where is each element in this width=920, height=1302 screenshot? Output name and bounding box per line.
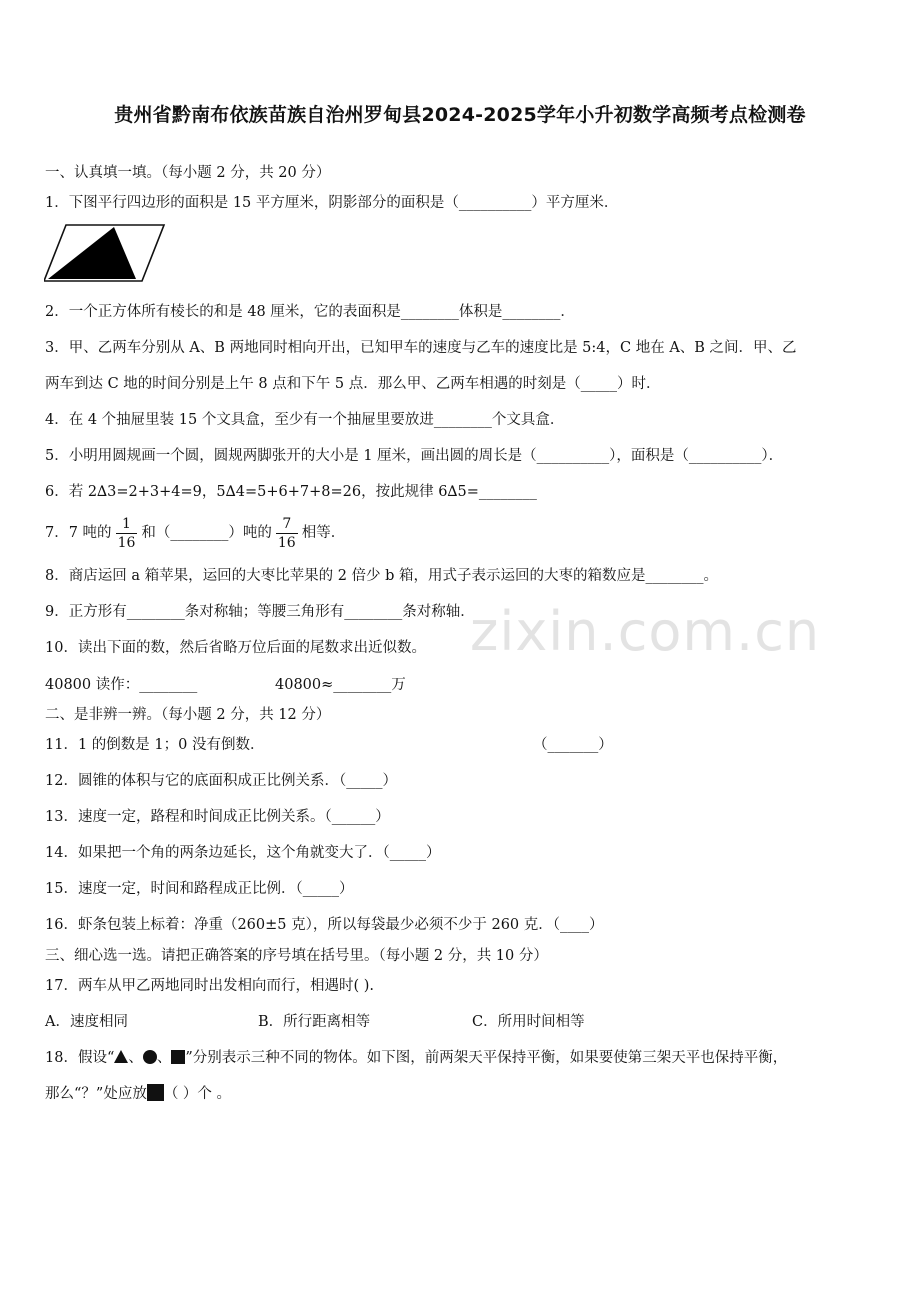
question-18-line-1: [45, 1048, 787, 1068]
question-10-approximation: 40800≈________万: [275, 677, 406, 693]
question-18-text-2: ”分别表示三种不同的物体。如下图，前两架天平保持平衡，如果要使第三架天平也保持平衡，: [185, 1050, 788, 1066]
question-18-line-2: [45, 1084, 231, 1104]
question-1: 1．下图平行四边形的面积是 15 平方厘米，阴影部分的面积是（__________）平方厘米．: [45, 195, 619, 211]
fraction-1-16: [116, 515, 138, 552]
question-13: 13．速度一定，路程和时间成正比例关系。（______）: [45, 809, 390, 825]
fraction-numerator: 1: [116, 515, 138, 534]
option-c: C．所用时间相等: [472, 1014, 585, 1030]
question-18-text-3: 那么“？”处应放: [45, 1086, 147, 1102]
square-icon: [171, 1050, 185, 1064]
shaded-triangle: [48, 227, 136, 279]
question-4: 4．在 4 个抽屉里装 15 个文具盒，至少有一个抽屉里要放进________个文具盒．: [45, 412, 565, 428]
option-b: B．所行距离相等: [258, 1014, 371, 1030]
question-7-part-2: 和（________）吨的: [141, 525, 272, 541]
question-8: 8．商店运回 a 箱苹果，运回的大枣比苹果的 2 倍少 b 箱，用式子表示运回的大枣的箱数应是________。: [45, 568, 719, 584]
fraction-denominator: 16: [277, 534, 296, 551]
fraction-denominator: 16: [117, 534, 136, 551]
question-6: 6．若 2∆3=2+3+4=9，5∆4=5+6+7+8=26，按此规律 6∆5=________: [45, 484, 537, 500]
question-2: 2．一个正方体所有棱长的和是 48 厘米，它的表面积是________体积是________．: [45, 304, 575, 320]
option-a: A．速度相同: [45, 1014, 128, 1030]
fraction-numerator: 7: [276, 515, 298, 534]
question-11: 11．1 的倒数是 1；0 没有倒数．: [45, 737, 265, 753]
question-14: 14．如果把一个角的两条边延长，这个角就变大了．（_____）: [45, 845, 441, 861]
question-7: [45, 514, 345, 552]
question-7-part-3: 相等．: [301, 525, 346, 541]
circle-icon: [143, 1050, 157, 1064]
question-18-text-1: 18．假设“: [45, 1050, 115, 1066]
question-16: 16．虾条包装上标着：净重（260±5 克），所以每袋最少必须不少于 260 克．（____）: [45, 917, 604, 933]
watermark: zixin.com.cn: [470, 600, 821, 663]
question-12: 12．圆锥的体积与它的底面积成正比例关系．（_____）: [45, 773, 397, 789]
section-2-header: 二、是非辨一辨。（每小题 2 分，共 12 分）: [45, 707, 331, 723]
square-icon: [147, 1084, 164, 1101]
question-15: 15．速度一定，时间和路程成正比例．（_____）: [45, 881, 354, 897]
question-11-blank: （_______）: [533, 737, 613, 753]
question-3-line-2: 两车到达 C 地的时间分别是上午 8 点和下午 5 点．那么甲、乙两车相遇的时刻是（_____）时．: [45, 376, 661, 392]
section-1-header: 一、认真填一填。（每小题 2 分，共 20 分）: [45, 165, 331, 181]
parallelogram-figure: [44, 223, 166, 283]
question-10: 10．读出下面的数，然后省略万位后面的尾数求出近似数。: [45, 640, 426, 656]
question-3-line-1: 3．甲、乙两车分别从 A、B 两地同时相向开出，已知甲车的速度与乙车的速度比是 5:4，C 地在 A、B 之间．甲、乙: [45, 340, 797, 356]
separator-2: 、: [156, 1050, 172, 1066]
question-9: 9．正方形有________条对称轴；等腰三角形有________条对称轴．: [45, 604, 475, 620]
page-title: 贵州省黔南布依族苗族自治州罗甸县2024-2025学年小升初数学高频考点检测卷: [114, 104, 806, 126]
question-18-text-4: （ ）个 。: [163, 1086, 232, 1102]
fraction-7-16: [276, 515, 298, 552]
question-17: 17．两车从甲乙两地同时出发相向而行，相遇时( ).: [45, 978, 374, 994]
section-3-header: 三、细心选一选。请把正确答案的序号填在括号里。（每小题 2 分，共 10 分）: [45, 948, 548, 964]
question-10-reading: 40800 读作：________: [45, 677, 198, 693]
question-5: 5．小明用圆规画一个圆，圆规两脚张开的大小是 1 厘米，画出圆的周长是（__________），面积是（__________）．: [45, 448, 784, 464]
question-7-part-1: 7．7 吨的: [45, 525, 112, 541]
triangle-icon: [114, 1050, 128, 1063]
separator-1: 、: [128, 1050, 143, 1066]
